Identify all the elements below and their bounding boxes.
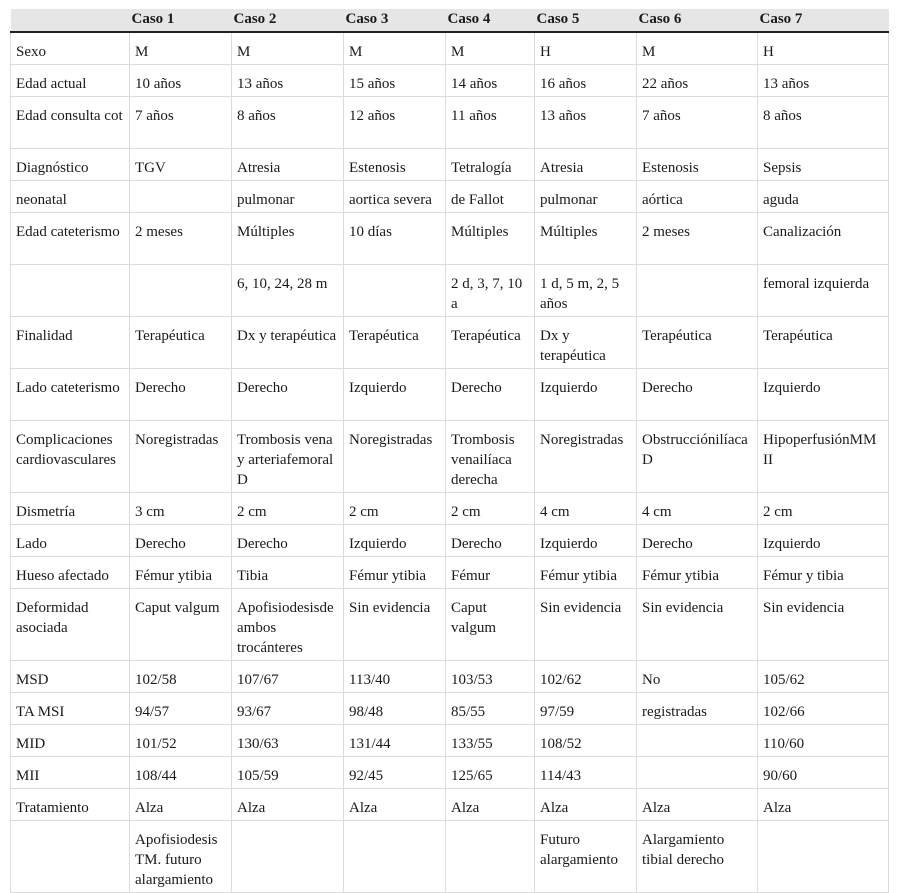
table-cell: Dx y terapéutica xyxy=(535,317,637,369)
row-label-cell: TA MSI xyxy=(11,693,130,725)
table-row xyxy=(11,789,889,821)
table-cell: 85/55 xyxy=(446,693,535,725)
row-label-cell: Finalidad xyxy=(11,317,130,369)
row-label-cell: MSD xyxy=(11,661,130,693)
table-cell: 7 años xyxy=(130,97,232,149)
table-cell: Alza xyxy=(344,789,446,821)
table-cell: Atresia xyxy=(535,149,637,181)
table-cell: registradas xyxy=(637,693,758,725)
table-cell: Múltiples xyxy=(232,213,344,265)
table-cell: Alargamiento tibial derecho xyxy=(637,821,758,893)
table-cell: Sin evidencia xyxy=(344,589,446,661)
table-cell xyxy=(446,821,535,893)
table-cell: 2 d, 3, 7, 10 a xyxy=(446,265,535,317)
table-cell: Sin evidencia xyxy=(758,589,889,661)
table-cell: 1 d, 5 m, 2, 5 años xyxy=(535,265,637,317)
table-cell: Sin evidencia xyxy=(535,589,637,661)
table-row xyxy=(11,265,889,317)
table-cell: Estenosis xyxy=(637,149,758,181)
table-cell: pulmonar xyxy=(535,181,637,213)
table-cell xyxy=(130,265,232,317)
table-cell: Derecho xyxy=(446,369,535,421)
table-cell xyxy=(232,821,344,893)
table-cell: Atresia xyxy=(232,149,344,181)
row-label-cell: Edad actual xyxy=(11,65,130,97)
table-cell xyxy=(758,821,889,893)
table-body xyxy=(11,32,889,893)
table-cell: Fémur ytibia xyxy=(637,557,758,589)
table-cell: M xyxy=(637,32,758,65)
table-cell: femoral izquierda xyxy=(758,265,889,317)
table-cell: Múltiples xyxy=(535,213,637,265)
header-cell: Caso 4 xyxy=(446,9,535,32)
table-cell: Fémur ytibia xyxy=(535,557,637,589)
table-row xyxy=(11,32,889,65)
table-cell: 8 años xyxy=(758,97,889,149)
table-cell: 4 cm xyxy=(637,493,758,525)
table-cell xyxy=(130,181,232,213)
header-cell: Caso 2 xyxy=(232,9,344,32)
table-row xyxy=(11,369,889,421)
table-cell: Alza xyxy=(758,789,889,821)
table-row xyxy=(11,421,889,493)
header-row xyxy=(11,9,889,32)
table-cell: 105/59 xyxy=(232,757,344,789)
table-cell: Derecho xyxy=(232,525,344,557)
table-cell: 94/57 xyxy=(130,693,232,725)
table-cell: Alza xyxy=(232,789,344,821)
table-row xyxy=(11,181,889,213)
table-cell: Fémur y tibia xyxy=(758,557,889,589)
table-cell: 15 años xyxy=(344,65,446,97)
table-cell: 3 cm xyxy=(130,493,232,525)
table-cell: 13 años xyxy=(758,65,889,97)
table-cell: 125/65 xyxy=(446,757,535,789)
table-cell: Terapéutica xyxy=(758,317,889,369)
row-label-cell: Complicaciones cardiovasculares xyxy=(11,421,130,493)
table-cell: 92/45 xyxy=(344,757,446,789)
table-cell: Noregistradas xyxy=(535,421,637,493)
header-cell xyxy=(11,9,130,32)
table-cell: Obstrucciónilíaca D xyxy=(637,421,758,493)
table-row xyxy=(11,65,889,97)
row-label-cell: Edad cateterismo xyxy=(11,213,130,265)
table-cell: 108/52 xyxy=(535,725,637,757)
table-cell: 114/43 xyxy=(535,757,637,789)
table-row xyxy=(11,725,889,757)
table-cell: 102/58 xyxy=(130,661,232,693)
row-label-cell xyxy=(11,265,130,317)
table-cell: Derecho xyxy=(637,369,758,421)
table-cell: Izquierdo xyxy=(535,525,637,557)
table-cell: 131/44 xyxy=(344,725,446,757)
table-cell: 101/52 xyxy=(130,725,232,757)
table-row xyxy=(11,557,889,589)
row-label-cell: Deformidad asociada xyxy=(11,589,130,661)
table-cell: Sepsis xyxy=(758,149,889,181)
table-cell: de Fallot xyxy=(446,181,535,213)
table-cell: 10 años xyxy=(130,65,232,97)
table-row xyxy=(11,757,889,789)
table-cell: M xyxy=(130,32,232,65)
table-cell: Alza xyxy=(446,789,535,821)
table-cell: aortica severa xyxy=(344,181,446,213)
table-cell: Terapéutica xyxy=(637,317,758,369)
table-cell: 93/67 xyxy=(232,693,344,725)
table-cell: 10 días xyxy=(344,213,446,265)
table-cell: Alza xyxy=(535,789,637,821)
table-cell: Fémur ytibia xyxy=(130,557,232,589)
table-cell: Alza xyxy=(130,789,232,821)
row-label-cell xyxy=(11,821,130,893)
table-cell: No xyxy=(637,661,758,693)
table-cell: aórtica xyxy=(637,181,758,213)
table-cell: 90/60 xyxy=(758,757,889,789)
table-row xyxy=(11,149,889,181)
table-cell: M xyxy=(344,32,446,65)
table-cell: 6, 10, 24, 28 m xyxy=(232,265,344,317)
table-cell xyxy=(637,757,758,789)
table-cell: 22 años xyxy=(637,65,758,97)
table-cell: Izquierdo xyxy=(758,369,889,421)
row-label-cell: Diagnóstico xyxy=(11,149,130,181)
table-cell: 130/63 xyxy=(232,725,344,757)
table-cell xyxy=(637,725,758,757)
row-label-cell: neonatal xyxy=(11,181,130,213)
table-cell: 2 meses xyxy=(130,213,232,265)
table-cell: 8 años xyxy=(232,97,344,149)
clinical-cases-table xyxy=(10,9,889,893)
table-cell: 16 años xyxy=(535,65,637,97)
table-row xyxy=(11,97,889,149)
table-row xyxy=(11,661,889,693)
row-label-cell: Sexo xyxy=(11,32,130,65)
header-cell: Caso 3 xyxy=(344,9,446,32)
table-cell: Estenosis xyxy=(344,149,446,181)
table-cell: Tibia xyxy=(232,557,344,589)
row-label-cell: Tratamiento xyxy=(11,789,130,821)
table-row xyxy=(11,213,889,265)
table-cell: Caput valgum xyxy=(130,589,232,661)
header-cell: Caso 5 xyxy=(535,9,637,32)
table-cell: 14 años xyxy=(446,65,535,97)
table-row xyxy=(11,821,889,893)
table-cell: 2 cm xyxy=(758,493,889,525)
row-label-cell: Hueso afectado xyxy=(11,557,130,589)
table-cell: Múltiples xyxy=(446,213,535,265)
table-cell: M xyxy=(446,32,535,65)
table-row xyxy=(11,525,889,557)
table-cell xyxy=(344,265,446,317)
table-cell: Terapéutica xyxy=(130,317,232,369)
table-cell: Derecho xyxy=(130,369,232,421)
header-cell: Caso 1 xyxy=(130,9,232,32)
table-cell: Apofisiodesisde ambos trocánteres xyxy=(232,589,344,661)
table-cell: aguda xyxy=(758,181,889,213)
row-label-cell: Lado cateterismo xyxy=(11,369,130,421)
row-label-cell: MID xyxy=(11,725,130,757)
table-cell: M xyxy=(232,32,344,65)
table-cell: Izquierdo xyxy=(535,369,637,421)
table-cell: Derecho xyxy=(446,525,535,557)
table-cell: 11 años xyxy=(446,97,535,149)
table-cell: Tetralogía xyxy=(446,149,535,181)
table-cell: 102/66 xyxy=(758,693,889,725)
table-cell: Izquierdo xyxy=(758,525,889,557)
table-cell: Canalización xyxy=(758,213,889,265)
table-cell: 13 años xyxy=(535,97,637,149)
table-cell: 12 años xyxy=(344,97,446,149)
table-cell: 13 años xyxy=(232,65,344,97)
table-cell: Trombosis vena y arteriafemoral D xyxy=(232,421,344,493)
header-cell: Caso 7 xyxy=(758,9,889,32)
table-cell: Apofisiodesis TM. futuro alargamiento xyxy=(130,821,232,893)
row-label-cell: Edad consulta cot xyxy=(11,97,130,149)
table-cell: 133/55 xyxy=(446,725,535,757)
table-cell: Futuro alargamiento xyxy=(535,821,637,893)
table-cell: Derecho xyxy=(232,369,344,421)
table-cell: TGV xyxy=(130,149,232,181)
table-cell: Fémur ytibia xyxy=(344,557,446,589)
table-cell: Izquierdo xyxy=(344,369,446,421)
table-cell: Izquierdo xyxy=(344,525,446,557)
table-cell: 103/53 xyxy=(446,661,535,693)
table-cell: 107/67 xyxy=(232,661,344,693)
table-cell: Trombosis venailíaca derecha xyxy=(446,421,535,493)
table-cell: Terapéutica xyxy=(344,317,446,369)
table-row xyxy=(11,317,889,369)
table-cell: Noregistradas xyxy=(344,421,446,493)
table-row xyxy=(11,493,889,525)
table-cell: 110/60 xyxy=(758,725,889,757)
table-cell: 98/48 xyxy=(344,693,446,725)
table-cell: 108/44 xyxy=(130,757,232,789)
table-row xyxy=(11,589,889,661)
table-cell: H xyxy=(758,32,889,65)
table-cell xyxy=(344,821,446,893)
table-cell: 7 años xyxy=(637,97,758,149)
table-cell: pulmonar xyxy=(232,181,344,213)
row-label-cell: Dismetría xyxy=(11,493,130,525)
table-row xyxy=(11,693,889,725)
table-cell: 2 cm xyxy=(344,493,446,525)
table-cell xyxy=(637,265,758,317)
table-cell: 113/40 xyxy=(344,661,446,693)
table-cell: 4 cm xyxy=(535,493,637,525)
table-cell: Alza xyxy=(637,789,758,821)
table-cell: Derecho xyxy=(637,525,758,557)
table-cell: Sin evidencia xyxy=(637,589,758,661)
table-cell: HipoperfusiónMM II xyxy=(758,421,889,493)
row-label-cell: MII xyxy=(11,757,130,789)
table-cell: 2 meses xyxy=(637,213,758,265)
table-cell: Fémur xyxy=(446,557,535,589)
table-cell: 97/59 xyxy=(535,693,637,725)
table-cell: H xyxy=(535,32,637,65)
table-cell: 105/62 xyxy=(758,661,889,693)
header-cell: Caso 6 xyxy=(637,9,758,32)
table-cell: 102/62 xyxy=(535,661,637,693)
table-cell: 2 cm xyxy=(446,493,535,525)
table-cell: 2 cm xyxy=(232,493,344,525)
table-cell: Caput valgum xyxy=(446,589,535,661)
table-cell: Dx y terapéutica xyxy=(232,317,344,369)
table-cell: Terapéutica xyxy=(446,317,535,369)
table-cell: Noregistradas xyxy=(130,421,232,493)
table-cell: Derecho xyxy=(130,525,232,557)
row-label-cell: Lado xyxy=(11,525,130,557)
